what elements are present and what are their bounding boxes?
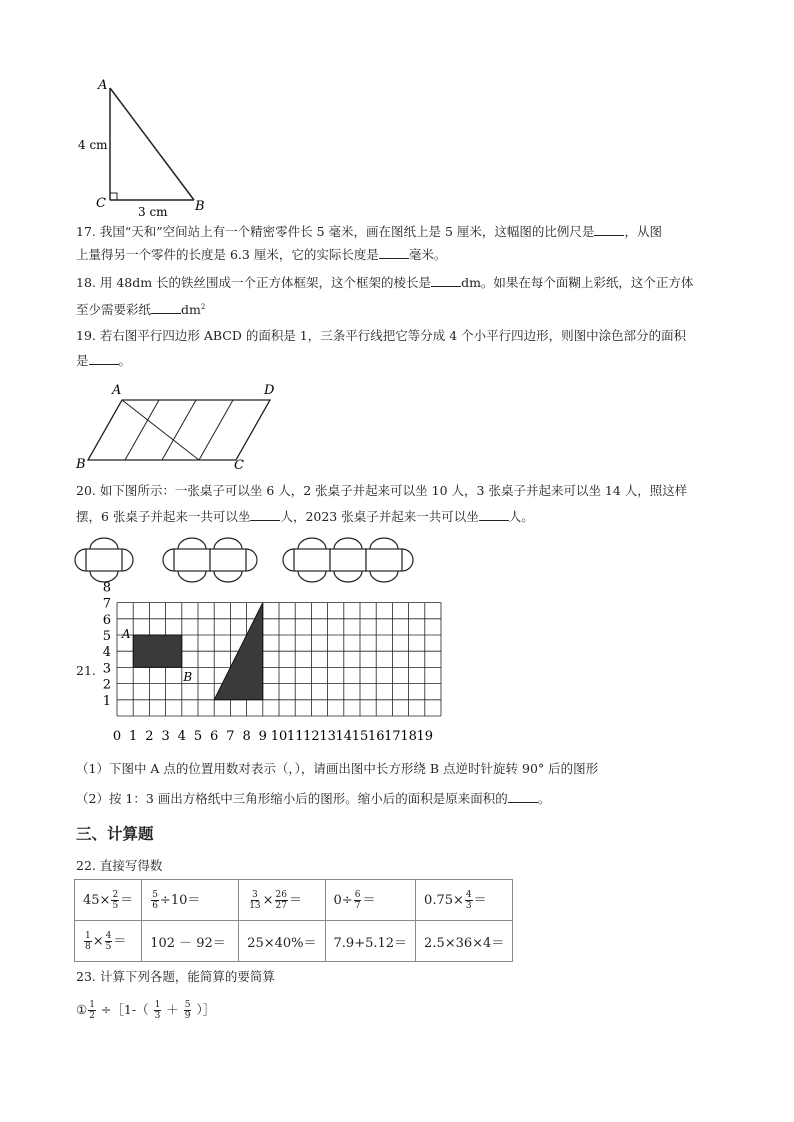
q22-title: 22. 直接写得数 [76, 858, 163, 873]
answer-blank[interactable] [431, 274, 461, 287]
coordinate-grid [100, 580, 470, 752]
point-b-label: B [183, 669, 193, 684]
x-tick-label: 5 [193, 729, 203, 744]
q17-line1: 17. 我国“天和”空间站上有一个精密零件长 5 毫米，画在图纸上是 5 厘米，这幅图的比例尺是 ，从图 [76, 224, 662, 239]
answer-blank[interactable] [479, 508, 509, 521]
x-tick-label: 19 [416, 729, 434, 744]
table-row [75, 880, 513, 921]
q18-line1: 18. 用 48dm 长的铁丝围成一个正方体框架，这个框架的棱长是 dm。如果在每个面糊上彩纸，这个正方体 [76, 275, 694, 290]
answer-blank[interactable] [379, 246, 409, 259]
point-a-label: A [121, 626, 131, 641]
table-group [163, 538, 257, 582]
q21-part1: （1）下图中 A 点的位置用数对表示（，），请画出图中长方形绕 B 点逆时针旋转 90° 后的图形 [76, 761, 599, 776]
x-tick-label: 6 [210, 729, 219, 744]
q21-number: 21. [76, 663, 96, 678]
calc-cell: 7.9+5.12＝ [325, 921, 416, 962]
calc-cell: $\frac{5}{6}$ ÷10＝ [142, 880, 239, 921]
y-tick-label: 5 [102, 629, 111, 644]
triangle-side-cb: 3 cm [138, 205, 168, 219]
x-tick-label: 8 [242, 729, 251, 744]
x-tick-label: 4 [177, 729, 186, 744]
q19-line1: 19. 若右图平行四边形 ABCD 的面积是 1，三条平行线把它等分成 4 个小平行四边形，则图中涂色部分的面积 [76, 328, 687, 343]
table-group [283, 538, 413, 582]
y-tick-label: 4 [102, 645, 111, 661]
calc-cell: 25×40%＝ [239, 921, 325, 962]
section-heading: 三、计算题 [76, 825, 154, 843]
calc-table [74, 879, 513, 962]
calc-cell: 0÷ $\frac{6}{7}$ ＝ [325, 880, 416, 921]
answer-blank[interactable] [89, 352, 119, 365]
shaded-rectangle [133, 635, 182, 667]
x-tick-label: 14 [335, 729, 353, 744]
parallelogram-figure [76, 378, 286, 473]
y-tick-label: 2 [102, 677, 111, 693]
calc-cell: 102 － 92＝ [142, 921, 239, 962]
y-tick-label: 6 [102, 612, 111, 628]
x-tick-label: 12 [303, 729, 320, 744]
x-tick-label: 17 [384, 729, 401, 744]
tables-figure [76, 537, 466, 583]
x-tick-label: 11 [286, 729, 304, 744]
x-tick-label: 2 [145, 729, 154, 744]
calc-cell: 0.75× $\frac{4}{3}$ ＝ [416, 880, 513, 921]
q21-part2: （2）按 1：3 画出方格纸中三角形缩小后的图形。缩小后的面积是原来面积的 。 [76, 791, 551, 806]
x-tick-label: 15 [351, 729, 369, 744]
q20-line2: 摆，6 张桌子并起来一共可以坐 人，2023 张桌子并起来一共可以坐 人。 [76, 509, 534, 524]
answer-blank[interactable] [508, 790, 538, 803]
triangle-label-b: B [195, 199, 205, 214]
y-tick-label: 7 [102, 596, 111, 612]
parallelogram-label-b: B [76, 457, 86, 472]
q23-expression: ① $\frac{1}{2}$ ÷［1-（ $\frac{1}{3}$ ＋ $\frac{5}{9}$ ）］ [76, 1000, 216, 1021]
calc-cell: 45× $\frac{2}{5}$ ＝ [75, 880, 142, 921]
parallelogram-label-a: A [112, 383, 122, 398]
triangle-label-c: C [96, 196, 106, 211]
parallelogram-label-d: D [264, 383, 275, 398]
triangle-side-ac: 4 cm [78, 138, 108, 152]
calc-cell: $\frac{3}{13}$ × $\frac{26}{27}$ ＝ [239, 880, 325, 921]
q20-line1: 20. 如下图所示：一张桌子可以坐 6 人，2 张桌子并起来可以坐 10 人，3 张桌子并起来可以坐 14 人，照这样 [76, 483, 688, 498]
q18-line2: 至少需要彩纸 $dm^2$ [76, 302, 206, 318]
x-tick-label: 9 [258, 729, 267, 744]
y-tick-label: 1 [102, 693, 111, 709]
q17-line2: 上量得另一个零件的长度是 6.3 厘米，它的实际长度是 毫米。 [76, 247, 447, 262]
table-row [75, 921, 513, 962]
x-tick-label: 3 [161, 729, 170, 744]
x-tick-label: 16 [367, 729, 385, 744]
right-triangle-figure [76, 76, 216, 221]
x-tick-label: 18 [400, 729, 417, 744]
x-tick-label: 10 [270, 729, 288, 744]
answer-blank[interactable] [250, 508, 280, 521]
answer-blank[interactable] [594, 223, 624, 236]
q19-line2: 是 。 [76, 353, 132, 368]
triangle-label-a: A [98, 78, 108, 93]
calc-cell: $\frac{1}{8}$ × $\frac{4}{5}$ ＝ [75, 921, 142, 962]
parallelogram-label-c: C [234, 458, 244, 473]
x-tick-label: 7 [226, 729, 235, 744]
calc-cell: 2.5×36×4＝ [416, 921, 513, 962]
table-group [75, 538, 133, 582]
x-tick-label: 13 [319, 729, 336, 744]
q23-title: 23. 计算下列各题，能简算的要简算 [76, 969, 275, 984]
x-tick-label: 0 [112, 729, 122, 744]
answer-blank[interactable] [151, 301, 181, 314]
x-tick-label: 1 [129, 729, 138, 744]
y-tick-label: 8 [102, 580, 111, 596]
y-tick-label: 3 [102, 661, 111, 677]
